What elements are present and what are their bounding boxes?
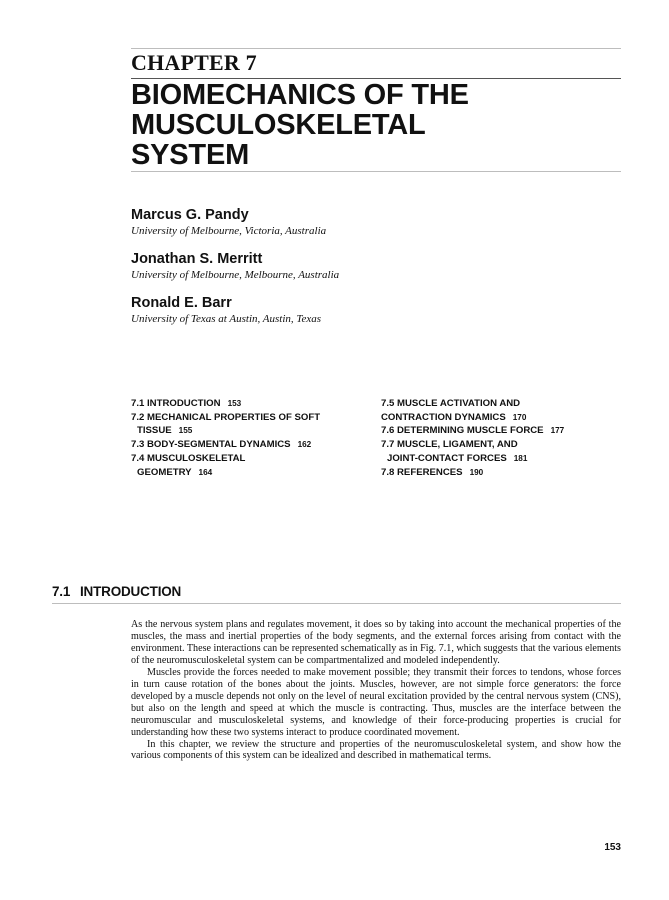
section-heading: [52, 584, 181, 599]
body-text: [131, 619, 621, 762]
author-affiliation: University of Melbourne, Victoria, Australia: [131, 225, 327, 237]
author-affiliation: University of Melbourne, Melbourne, Australia: [131, 269, 340, 281]
toc-entry-page: 164: [198, 467, 213, 477]
title-rule: [131, 171, 621, 172]
toc-entry[interactable]: [131, 452, 320, 479]
toc-right-column: [381, 397, 564, 479]
author-block: [131, 250, 339, 282]
paragraph: In this chapter, we review the structure and properties of the neuromusculoskeletal system, and show how the various components of this system can be idealized and described in mathematical terms.: [131, 738, 621, 762]
toc-entry-title: 7.2 MECHANICAL PROPERTIES OF SOFT: [131, 411, 321, 423]
toc-entry-title: JOINT-CONTACT FORCES: [387, 452, 507, 464]
toc-entry-page: 170: [512, 412, 527, 422]
top-rule: [131, 48, 621, 49]
section-rule: [52, 603, 621, 604]
toc-entry-page: 177: [550, 426, 565, 436]
toc-entry-title: 7.7 MUSCLE, LIGAMENT, AND: [381, 439, 518, 451]
toc-entry-page: 181: [513, 453, 528, 463]
section-title: INTRODUCTION: [80, 584, 182, 599]
author-block: [131, 206, 326, 238]
chapter-title-line: BIOMECHANICS OF THE: [131, 79, 469, 111]
author-affiliation: University of Texas at Austin, Austin, Texas: [131, 313, 322, 325]
toc-entry-title: CONTRACTION DYNAMICS: [381, 411, 506, 423]
page-number: 153: [604, 842, 621, 853]
toc-entry-page: 155: [178, 426, 193, 436]
toc-entry[interactable]: [131, 397, 320, 411]
author-name: Jonathan S. Merritt: [131, 251, 263, 267]
toc-entry[interactable]: [131, 438, 320, 452]
toc-entry[interactable]: [381, 424, 564, 438]
toc-entry-title: 7.6 DETERMINING MUSCLE FORCE: [381, 425, 544, 437]
toc-entry-title: 7.4 MUSCULOSKELETAL: [131, 452, 246, 464]
author-name: Marcus G. Pandy: [131, 207, 249, 223]
toc-entry-title: GEOMETRY: [137, 466, 192, 478]
paragraph: As the nervous system plans and regulates movement, it does so by taking into account the mechanical properties of the muscles, the mass and inertial properties of the body segments, and the external forces arising from contact with the environment. These interactions can be represented schematically as in Fig. 7.1, which suggests that the various elements of the neuromusculoskeletal system can be compartmentalized and modeled independently.: [131, 619, 621, 666]
chapter-label: CHAPTER 7: [131, 50, 257, 75]
toc-left-column: [131, 397, 320, 479]
toc-entry-page: 162: [297, 440, 312, 450]
toc-entry[interactable]: [381, 438, 564, 465]
toc-entry-page: 153: [227, 399, 242, 408]
toc-entry-title: 7.1 INTRODUCTION: [131, 398, 221, 409]
toc-entry-title: TISSUE: [137, 425, 172, 437]
toc-entry[interactable]: [131, 411, 320, 438]
chapter-title: [131, 80, 469, 170]
toc-entry-page: 190: [469, 467, 484, 477]
toc-entry-title: 7.8 REFERENCES: [381, 466, 463, 478]
toc-entry-title: 7.5 MUSCLE ACTIVATION AND: [381, 398, 521, 409]
paragraph: Muscles provide the forces needed to make movement possible; they transmit their forces to tendons, whose forces in turn cause rotation of the bones about the joints. Muscles, however, are not simple force generators: the force developed by a muscle depends not only on the level of neural excitation provided by the central nervous system (CNS), but also on the length and speed at which the muscle is contracting. Thus, muscles are the interface between the neuromuscular and musculoskeletal systems, and knowledge of their force-producing properties is crucial for understanding how these two systems interact to produce coordinated movement.: [131, 666, 621, 738]
author-block: [131, 294, 321, 326]
toc-entry[interactable]: [381, 397, 564, 424]
chapter-title-line: SYSTEM: [131, 139, 250, 171]
chapter-title-line: MUSCULOSKELETAL: [131, 109, 426, 141]
toc-entry-title: 7.3 BODY-SEGMENTAL DYNAMICS: [131, 439, 291, 451]
section-number: 7.1: [52, 584, 71, 599]
toc-entry[interactable]: [381, 466, 564, 480]
author-name: Ronald E. Barr: [131, 295, 232, 311]
